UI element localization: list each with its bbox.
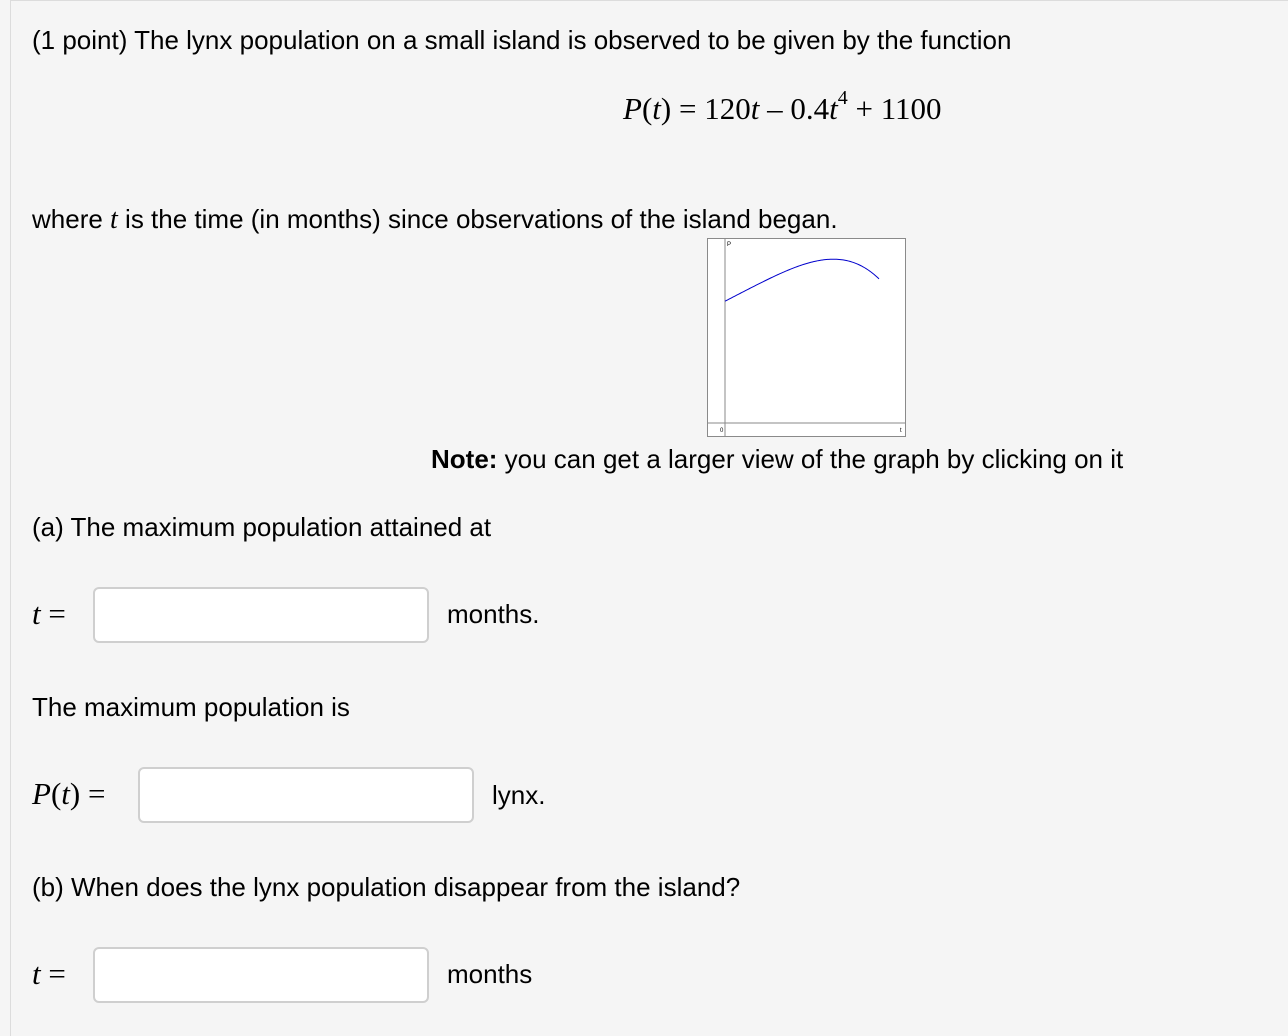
max-population-input[interactable]	[138, 767, 474, 823]
where-prefix: where	[32, 204, 111, 234]
formula-constant: 1100	[880, 91, 942, 126]
eq-sign-b: =	[48, 956, 66, 991]
p-fn: P	[32, 776, 51, 811]
formula-coef1: 120	[704, 91, 751, 126]
where-var: t	[110, 204, 118, 235]
part-b-t-label	[32, 957, 66, 991]
formula-minus: –	[767, 91, 783, 126]
formula: $P(t) = 120t - 0.4t^4 + 1100$	[623, 86, 942, 126]
part-b-prompt: (b) When does the lynx population disappear from the island?	[32, 872, 741, 902]
p-eq-sign: =	[87, 776, 106, 811]
graph-thumbnail[interactable]	[707, 238, 906, 437]
formula-equals: =	[678, 91, 697, 126]
max-time-unit: months.	[447, 599, 540, 629]
part-a-prompt: (a) The maximum population attained at	[32, 512, 492, 542]
origin-label: 0	[720, 428, 724, 434]
part-a-p-label: P(t) =	[32, 776, 106, 811]
disappear-time-unit: months	[447, 959, 533, 989]
formula-var: t	[652, 91, 661, 126]
x-axis-label: t	[900, 428, 902, 434]
max-population-prompt: The maximum population is	[32, 692, 350, 722]
formula-var2: t	[829, 91, 838, 126]
problem-intro: (1 point) The lynx population on a small island is observed to be given by the function	[32, 25, 1012, 55]
formula-coef2: 0.4	[790, 91, 830, 126]
t-var: t	[32, 596, 41, 631]
where-line	[32, 204, 838, 235]
formula-var1: t	[750, 91, 760, 126]
max-population-unit: lynx.	[492, 780, 546, 810]
formula-fn: P	[623, 91, 642, 126]
note-bold: Note:	[431, 444, 498, 474]
graph-note	[431, 444, 1123, 474]
note-rest: you can get a larger view of the graph by clicking on it	[497, 444, 1124, 474]
y-axis-label: P	[727, 242, 732, 248]
disappear-time-input[interactable]	[93, 947, 429, 1003]
where-suffix: is the time (in months) since observations of the island began.	[117, 204, 838, 234]
t-var-b: t	[32, 956, 41, 991]
max-time-input[interactable]	[93, 587, 429, 643]
formula-plus: +	[855, 91, 873, 126]
part-a-t-label	[32, 597, 66, 631]
formula-exponent: 4	[837, 86, 848, 109]
p-var: t	[61, 776, 70, 811]
eq-sign: =	[48, 596, 66, 631]
